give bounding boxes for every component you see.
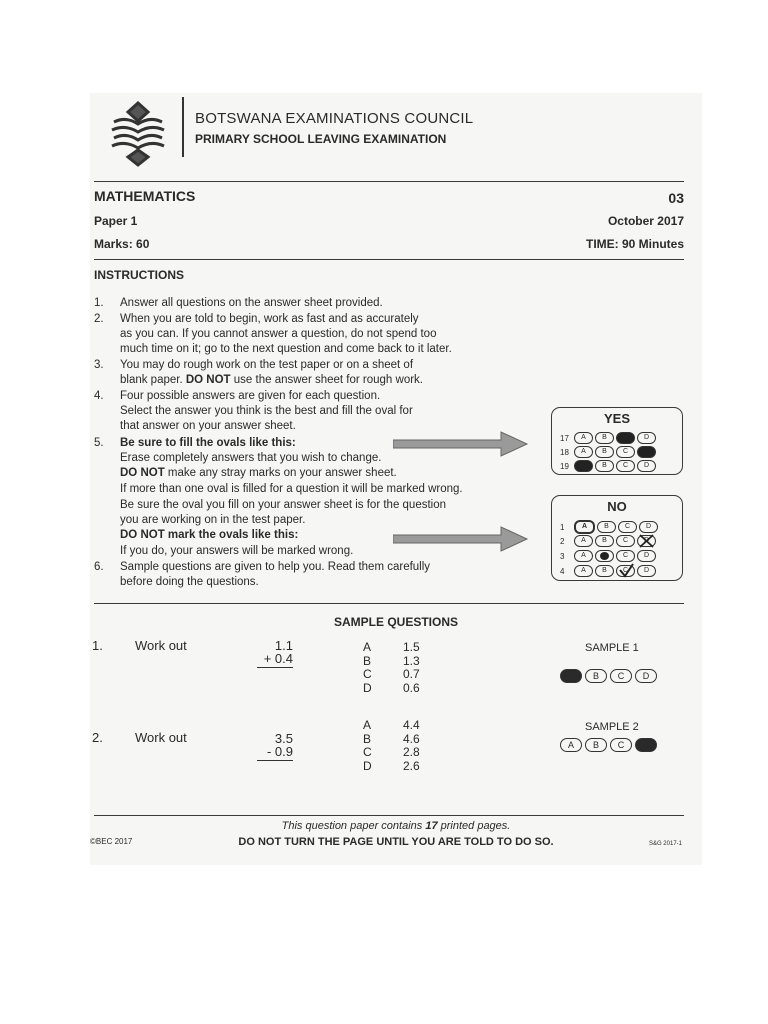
- no-row-1: 1 A B C D: [560, 520, 660, 534]
- question-prompt: Work out: [135, 638, 187, 653]
- do-not-turn-warning: DO NOT TURN THE PAGE UNTIL YOU ARE TOLD TO DO SO.: [238, 836, 554, 848]
- answer-oval: A: [560, 738, 582, 752]
- bec-logo-icon: [108, 100, 168, 168]
- answer-oval: C: [610, 738, 632, 752]
- answer-oval: D: [635, 738, 657, 752]
- answer-options: A 4.4 B 4.6 C 2.8 D 2.6: [363, 718, 420, 773]
- sample-answer-ovals: [560, 669, 660, 683]
- yes-row-19: 19 A B C D: [560, 460, 658, 472]
- sum-expression: 3.5 - 0.9: [257, 732, 293, 761]
- print-code: S&G 2017-1: [648, 841, 682, 847]
- no-row-4: 4 A B C D: [560, 565, 658, 577]
- exam-name: PRIMARY SCHOOL LEAVING EXAMINATION: [195, 132, 447, 146]
- partial-fill-dot: [600, 552, 609, 560]
- answer-oval: B: [585, 738, 607, 752]
- council-name: BOTSWANA EXAMINATIONS COUNCIL: [195, 110, 474, 127]
- page-count-note: This question paper contains 17 printed pages.: [281, 820, 511, 832]
- exam-page: BOTSWANA EXAMINATIONS COUNCIL PRIMARY SCHOOL LEAVING EXAMINATION MATHEMATICS 03 Paper 1 October 2017 Marks: 60 TIME: 90 Minutes INSTRUCTIONS 1. Answer all questions on the answer sheet provided. 2. When you are told to begin, work as fast and as accurately as you can. If you cannot answer a question, do not spend too much time on it; go to the next question and come back to it later. 3. You may do rough work on the test paper or on a sheet of blank paper. DO NOT use the answer sheet for rough work. 4. Four possible answers are given for each question. Select the answer you think is the best and fill the oval for that answer on your answer sheet. 5. Be sure to fill the ovals like this: Erase completely answers that you wish to change. DO NOT make any stray marks on your answer sheet. If more than one oval is filled for a question it will be marked wrong. Be sure the oval you fill on your answer sheet is for the question you are working on in the test paper. DO NOT mark the ovals like this: If you do, your answers will be marked wrong. 6. Sample questions are given to help you. Read them carefully before doing the questions. YES 17 A B C D 18 A B C D 19 A B C D NO 1 A B C D 2 A B C 3 A C D 4 A B C D SAMPLE QUESTIONS 1. Work out 1.1 + 0.4 A 1.5 B 1.3 C 0.7 D 0.6 SAMPLE 1 A B C D 2. Work out 3.5 - 0.9 A 4.4 B 4.6 C 2.8 D 2.6 SAMPLE 2 A B C D This question paper contains 17 printed pages. ©BEC 2017 DO NOT TURN THE PAGE UNTIL YOU ARE TOLD TO DO SO. S&G 2017-1: [90, 93, 702, 865]
- sample-label: SAMPLE 2: [585, 721, 639, 733]
- divider: [94, 259, 684, 260]
- paper-number: Paper 1: [94, 214, 138, 228]
- yes-title: YES: [603, 411, 630, 426]
- sum-expression: 1.1 + 0.4: [257, 639, 293, 668]
- sample-answer-ovals: [560, 738, 660, 752]
- answer-oval: C: [610, 669, 632, 683]
- subject: MATHEMATICS: [94, 188, 196, 204]
- question-prompt: Work out: [135, 730, 187, 745]
- no-example-box: [551, 495, 683, 581]
- answer-oval: A: [560, 669, 582, 683]
- answer-oval: B: [585, 669, 607, 683]
- divider: [94, 181, 684, 182]
- arrow-right-icon: [393, 431, 529, 457]
- time-allowed: TIME: 90 Minutes: [585, 237, 684, 251]
- no-row-2: 2 A B C: [560, 535, 658, 547]
- marks: Marks: 60: [94, 237, 150, 251]
- exam-date: October 2017: [607, 214, 684, 228]
- instructions-heading: INSTRUCTIONS: [94, 268, 184, 282]
- question-number: 1.: [92, 638, 103, 653]
- divider: [94, 815, 684, 816]
- sample-label: SAMPLE 1: [585, 642, 639, 654]
- yes-row-17: 17 A B C D: [560, 432, 658, 444]
- yes-example-box: [551, 407, 683, 475]
- cross-mark-icon: [638, 534, 655, 548]
- question-number: 2.: [92, 730, 103, 745]
- arrow-right-icon: [393, 526, 529, 552]
- no-title: NO: [607, 499, 627, 514]
- header-divider: [182, 97, 184, 157]
- answer-options: A 1.5 B 1.3 C 0.7 D 0.6: [363, 640, 420, 695]
- copyright: ©BEC 2017: [90, 837, 133, 846]
- no-row-3: 3 A C D: [560, 550, 658, 562]
- sample-questions-heading: SAMPLE QUESTIONS: [333, 615, 458, 629]
- paper-code: 03: [668, 190, 684, 206]
- divider: [94, 603, 684, 604]
- check-mark-icon: [618, 563, 634, 578]
- yes-row-18: 18 A B C D: [560, 446, 658, 458]
- answer-oval: D: [635, 669, 657, 683]
